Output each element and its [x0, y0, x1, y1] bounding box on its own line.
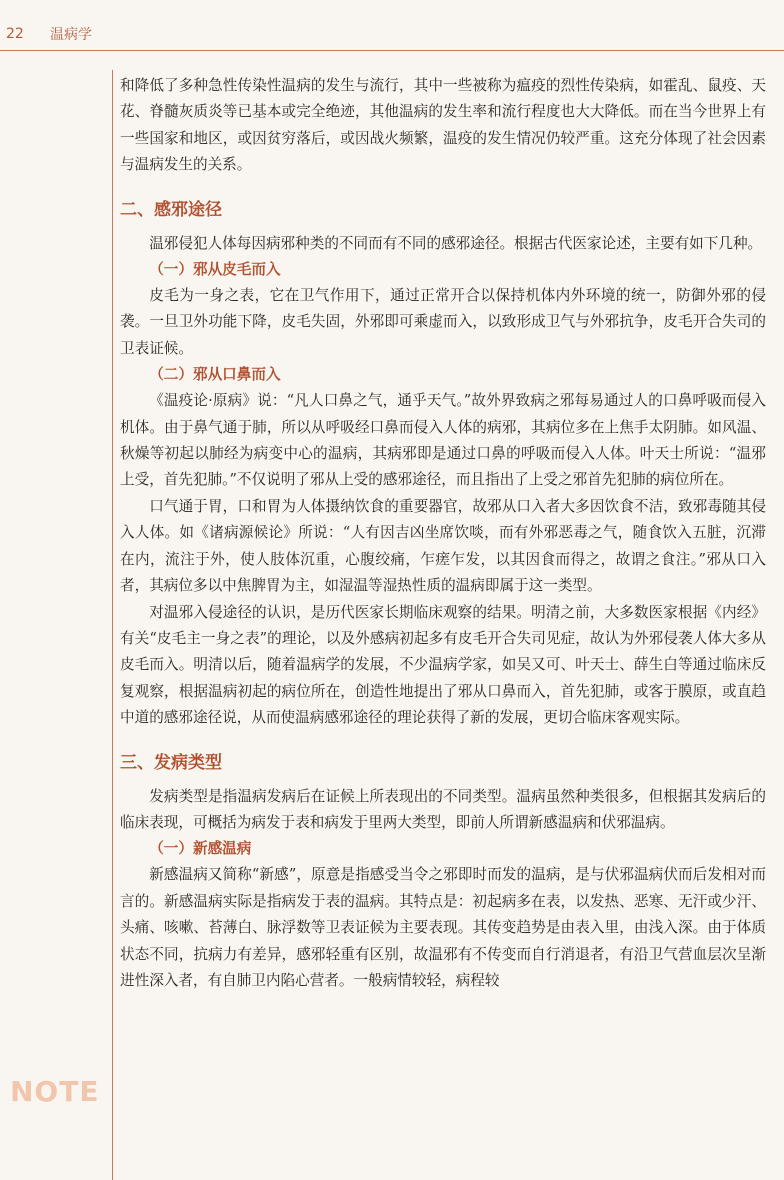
subsection-heading-mouth-nose: （二）邪从口鼻而入	[149, 366, 281, 384]
page-header	[0, 0, 784, 52]
section-paragraph: 发病类型是指温病发病后在证候上所表现出的不同类型。温病虽然种类很多，但根据其发病后的临床表现，可概括为病发于表和病发于里两大类型，即前人所谓新感温病和伏邪温病。	[120, 787, 766, 831]
page-number: 22	[6, 26, 24, 42]
section-paragraph: 新感温病又简称“新感”，原意是指感受当令之邪即时而发的温病，是与伏邪温病伏而后发相对而言的。新感温病实际是指病发于表的温病。其特点是：初起病多在表，以发热、恶寒、无汗或少汗、头痛、咳嗽、苔薄白、脉浮数等卫表证候为主要表现。其传变趋势是由表入里，由浅入深。由于体质状态不同，抗病力有差异，感邪轻重有区别，故温邪有不传变而自行消退者，有沿卫气营血层次呈渐进性深入者，有自肺卫内陷心营者。一般病情较轻，病程较	[120, 866, 766, 989]
section-paragraph: 对温邪入侵途径的认识，是历代医家长期临床观察的结果。明清之前，大多数医家根据《内经》有关“皮毛主一身之表”的理论，以及外感病初起多有皮毛开合失司见症，故认为外邪侵袭人体大多从皮毛而入。明清以后，随着温病学的发展，不少温病学家，如吴又可、叶天士、薛生白等通过临床反复观察，根据温病初起的病位所在，创造性地提出了邪从口鼻而入，首先犯肺，或客于膜原，或直趋中道的感邪途径说，从而使温病感邪途径的理论获得了新的发展，更切合临床客观实际。	[120, 603, 766, 727]
section-paragraph: 皮毛为一身之表，它在卫气作用下，通过正常开合以保持机体内外环境的统一，防御外邪的侵袭。一旦卫外功能下降，皮毛失固，外邪即可乘虚而入，以致形成卫气与外邪抗争，皮毛开合失司的卫表证候。	[120, 287, 766, 357]
section-paragraph: 温邪侵犯人体每因病邪种类的不同而有不同的感邪途径。根据古代医家论述，主要有如下几种。	[149, 234, 763, 252]
intro-paragraph: 和降低了多种急性传染性温病的发生与流行，其中一些被称为瘟疫的烈性传染病，如霍乱、鼠疫、天花、脊髓灰质炎等已基本或完全绝迹，其他温病的发生率和流行程度也大大降低。而在当今世界上有一些国家和地区，或因贫穷落后，或因战火频繁，温疫的发生情况仍较严重。这充分体现了社会因素与温病发生的关系。	[120, 77, 766, 174]
section-heading-onset-types: 三、发病类型	[120, 752, 222, 773]
margin-divider	[112, 70, 113, 1180]
subsection-heading-new-infection: （一）新感温病	[149, 840, 252, 858]
page-body	[120, 73, 766, 994]
note-margin-mark: NOTE	[10, 1075, 100, 1108]
subsection-heading-skin: （一）邪从皮毛而入	[149, 261, 281, 279]
section-paragraph: 口气通于胃，口和胃为人体摄纳饮食的重要器官，故邪从口入者大多因饮食不洁，致邪毒随其侵入人体。如《诸病源候论》所说：“人有因吉凶坐席饮啖，而有外邪恶毒之气，随食饮入五脏，沉滞在内，流注于外，使人肢体沉重，心腹绞痛，乍瘥乍发，以其因食而得之，故谓之食注。”邪从口入者，其病位多以中焦脾胃为主，如湿温等湿热性质的温病即属于这一类型。	[120, 497, 766, 595]
book-title: 温病学	[50, 27, 92, 43]
header-divider	[0, 50, 784, 51]
section-heading-infection-route: 二、感邪途径	[120, 199, 222, 220]
section-paragraph: 《温疫论·原病》说：“凡人口鼻之气，通乎天气。”故外界致病之邪每易通过人的口鼻呼吸而侵入机体。由于鼻气通于肺，所以从呼吸经口鼻而侵入人体的病邪，其病位多在上焦手太阴肺。如风温、秋燥等初起以肺经为病变中心的温病，其病邪即是通过口鼻的呼吸而侵入人体。叶天士所说：“温邪上受，首先犯肺。”不仅说明了邪从上受的感邪途径，而且指出了上受之邪首先犯肺的病位所在。	[120, 392, 766, 489]
